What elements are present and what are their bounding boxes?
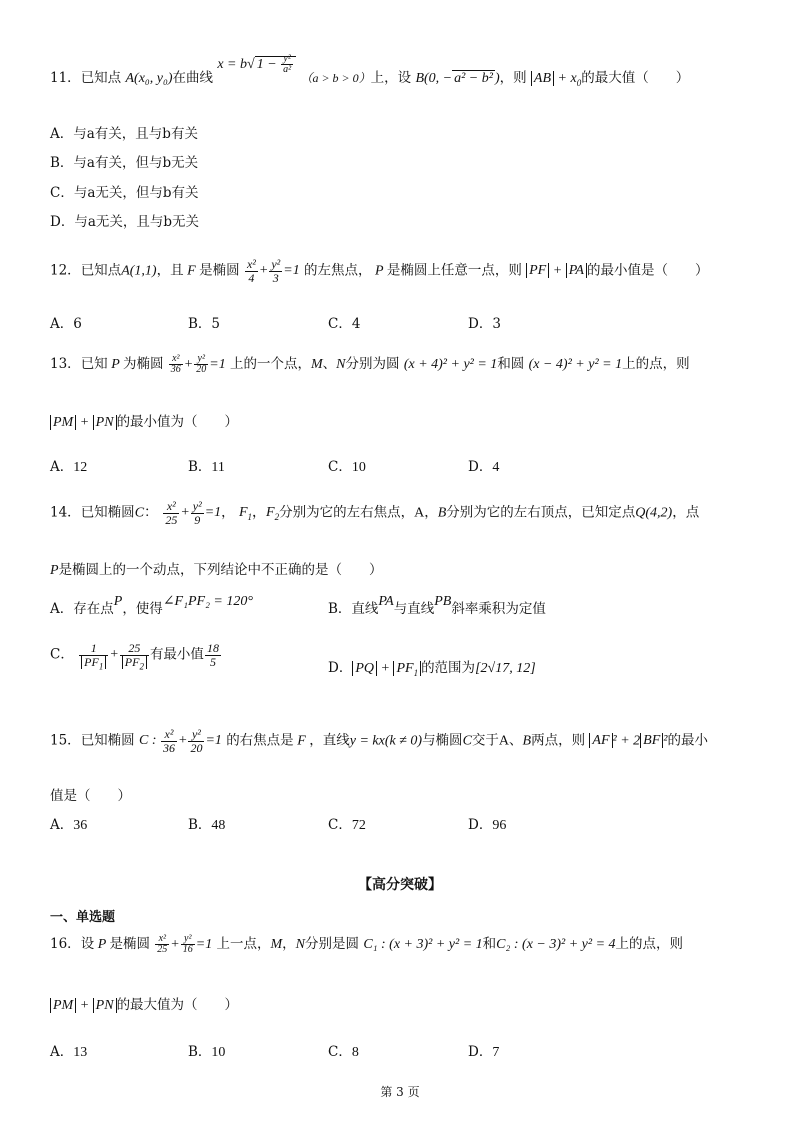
ellipse-equation: C : $\frac{\text{x²}}{36}$ + $\frac{\text{y²}}{20}$ =1 [138,727,222,755]
q15-option-a[interactable]: A．36 [50,817,88,833]
q14-option-d[interactable]: D． PQ + $PF_1$ 的范围为[2√17, 12] [328,660,536,678]
q16-option-a[interactable]: A．13 [50,1044,88,1060]
ellipse-equation: $\frac{\text{x²}}{4}$ + $\frac{\text{y²}}{3}$ =1 [246,257,300,285]
point-B: B(0, − a² − b² ) [415,71,500,86]
expr-PM-PN: PM + PN [50,415,117,430]
q13-option-d[interactable]: D．4 [468,459,500,475]
curve-equation: x = b√ 1 − $\frac{\text{y²}}{\text{a²}}$ [217,57,296,72]
page-number: 第 3 页 [380,1085,420,1099]
q12-option-d[interactable]: D．3 [468,316,501,332]
circle-1-equation: (x + 4)² + y² = 1 [403,357,498,372]
expr-AB-x0: AB + $x_0$ [531,71,581,86]
q14-option-a[interactable]: A．存在点P，使得∠F₁PF₂ = 120° [50,594,253,617]
q13-stem-line2: PM + PN 的最小值为（ ） [50,410,238,431]
q14-stem: 14．已知椭圆C： $\frac{\text{x²}}{25}$ + $\frac{\text{y²}}{9}$ =1， $F_1$，$F_2$分别为它的左右焦点，A，B分别为它的左右顶点，已知定点Q(4,2)，点 [50,499,700,527]
expr-PM-PN: PM + PN [50,998,117,1013]
expr-reciprocal-sum: $\frac{1}{PF_1}$ + $\frac{25}{PF_2}$ [78,647,150,662]
circle-2-equation: (x − 4)² + y² = 1 [528,357,623,372]
q15-option-c[interactable]: C．72 [328,817,366,833]
section-title: 【高分突破】 [358,877,442,893]
expr-PQ-PF1: PQ + $PF_1$ [352,661,421,676]
q15-stem: 15．已知椭圆 C : $\frac{\text{x²}}{36}$ + $\frac{\text{y²}}{20}$ =1 的右焦点是 F ，直线y = kx(k ≠ 0)与椭圆C交于A、B两点，则 AF ² + 2 BF ²的最小 [50,727,708,755]
q14-option-c[interactable]: C． $\frac{1}{PF_1}$ + $\frac{25}{PF_2}$ 有最小值 $\frac{18}{5}$ [50,641,219,671]
q15-option-d[interactable]: D．96 [468,817,507,833]
q15-stem-line2: 值是（ ） [50,788,131,804]
q16-stem-line2: PM + PN 的最大值为（ ） [50,993,238,1014]
q16-option-c[interactable]: C．8 [328,1044,359,1060]
q11-option-c[interactable]: C．与a无关，但与b有关 [50,185,199,201]
q16-option-b[interactable]: B．10 [188,1044,226,1060]
q13-option-c[interactable]: C．10 [328,459,366,475]
ellipse-equation: $\frac{\text{x²}}{25}$ + $\frac{\text{y²}}{16}$ =1 [157,932,213,956]
expr-AF-BF: AF ² + 2 BF ² [589,733,667,748]
q13-stem: 13．已知 P 为椭圆 $\frac{\text{x²}}{36}$ + $\frac{\text{y²}}{20}$ =1 上的一个点，M、N分别为圆 (x + 4)² + y² = 1和圆 (x − 4)² + y² = 1上的点，则 [50,352,690,376]
q16-option-d[interactable]: D．7 [468,1044,500,1060]
q12-option-c[interactable]: C．4 [328,316,361,332]
q15-option-b[interactable]: B．48 [188,817,226,833]
ellipse-equation: $\frac{\text{x²}}{36}$ + $\frac{\text{y²}}{20}$ =1 [170,352,226,376]
q12-stem: 12．已知点A(1,1)，且 F 是椭圆 $\frac{\text{x²}}{4}$ + $\frac{\text{y²}}{3}$ =1 的左焦点， P 是椭圆上任意一点，则 PF + PA 的最小值是（ ） [50,257,709,285]
q13-option-a[interactable]: A．12 [50,459,88,475]
q11-option-b[interactable]: B．与a有关，但与b无关 [50,155,199,171]
q11-option-d[interactable]: D．与a无关，且与b无关 [50,214,200,230]
q16-stem: 16．设 P 是椭圆 $\frac{\text{x²}}{25}$ + $\frac{\text{y²}}{16}$ =1 上一点，M，N分别是圆 C₁ : (x + 3)² + y² = 1和C₂ : (x − 3)² + y² = 4上的点，则 [50,932,684,956]
q13-option-b[interactable]: B．11 [188,459,225,475]
q11-option-a[interactable]: A．与a有关，且与b有关 [50,126,198,142]
section-subtitle: 一、单选题 [50,910,116,925]
expr-PF-PA: PF + PA [526,263,587,278]
ellipse-equation: $\frac{\text{x²}}{25}$ + $\frac{\text{y²}}{9}$ =1 [165,499,222,527]
q12-option-a[interactable]: A．6 [50,316,82,332]
q14-option-b[interactable]: B．直线PA与直线PB斜率乘积为定值 [328,594,546,617]
q14-stem-line2: P是椭圆上的一个动点，下列结论中不正确的是（ ） [50,562,383,578]
q11-stem: 11．已知点 A(x₀, y₀)在曲线 x = b√ 1 − $\frac{\text{y²}}{\text{a²}}$ （a > b > 0）上，设 B(0, − a² − b² )，则 AB + $x_0$的最大值（ ） [50,52,690,88]
q12-option-b[interactable]: B．5 [188,316,221,332]
